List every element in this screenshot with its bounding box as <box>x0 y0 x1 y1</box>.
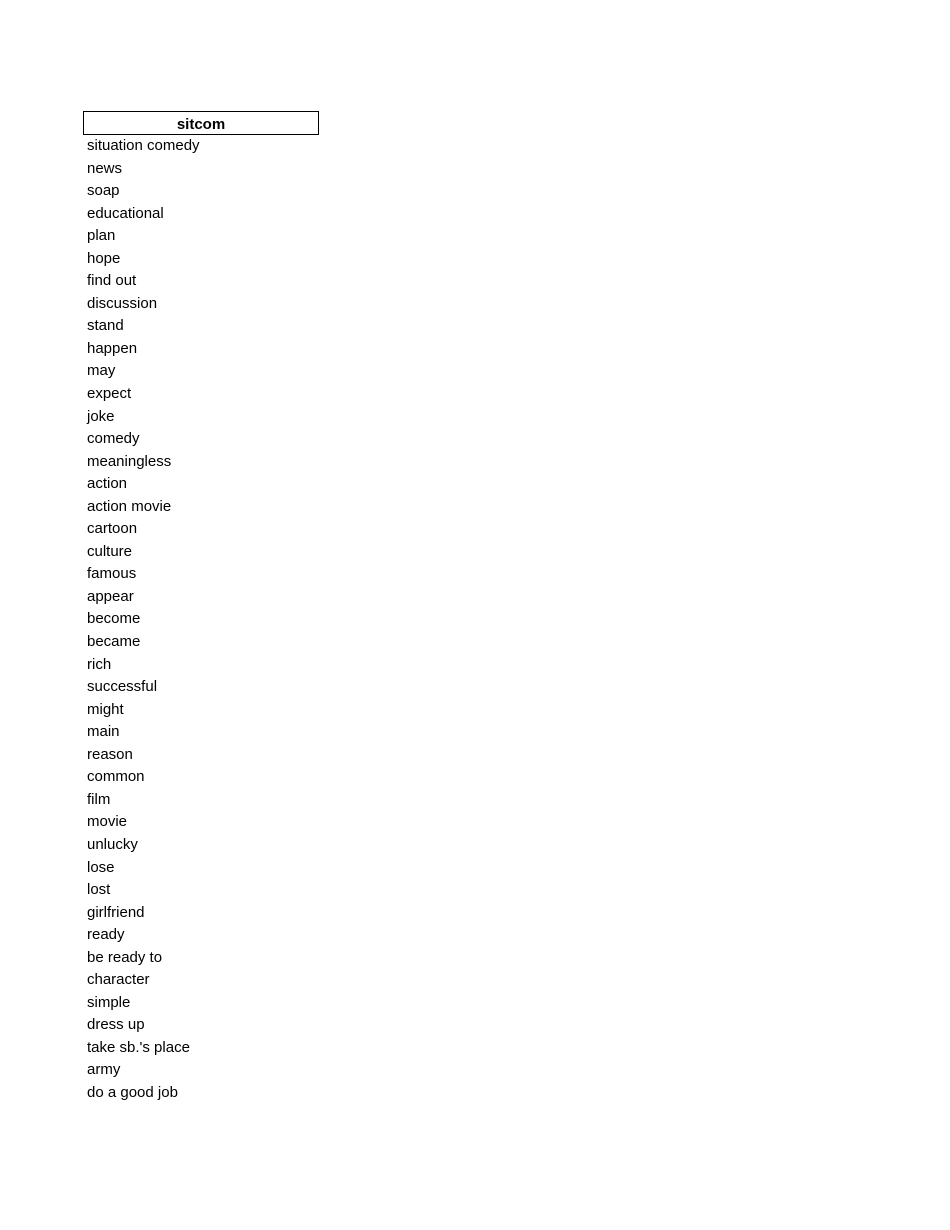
list-item: simple <box>87 993 131 1011</box>
list-item: take sb.'s place <box>87 1038 190 1056</box>
list-item: educational <box>87 204 164 222</box>
list-item: situation comedy <box>87 137 200 154</box>
list-item: army <box>87 1061 121 1079</box>
list-item: become <box>87 610 141 628</box>
list-item: lose <box>87 858 115 876</box>
list-item: expect <box>87 385 132 403</box>
list-item: girlfriend <box>87 903 145 921</box>
list-item: ready <box>87 926 125 944</box>
list-item: may <box>87 362 116 380</box>
list-item: be ready to <box>87 948 163 966</box>
list-item: film <box>87 790 111 808</box>
list-item: dress up <box>87 1016 145 1034</box>
list-item: do a good job <box>87 1083 178 1101</box>
list-item: unlucky <box>87 835 138 853</box>
list-item: joke <box>87 407 115 425</box>
list-item: hope <box>87 249 121 267</box>
word-list <box>83 135 319 1105</box>
list-item: might <box>87 700 124 718</box>
list-item: soap <box>87 182 120 200</box>
list-item: main <box>87 723 120 741</box>
list-item: plan <box>87 227 116 245</box>
list-item: stand <box>87 317 124 335</box>
list-item: cartoon <box>87 520 138 538</box>
list-item: famous <box>87 565 137 583</box>
list-item: character <box>87 971 150 989</box>
list-item: news <box>87 159 123 177</box>
list-item: culture <box>87 542 133 560</box>
list-item: rich <box>87 655 112 673</box>
list-item: action movie <box>87 497 172 515</box>
list-item: movie <box>87 813 128 831</box>
list-item: appear <box>87 587 134 605</box>
list-item: common <box>87 768 145 786</box>
list-item: comedy <box>87 430 140 448</box>
list-item: discussion <box>87 294 158 312</box>
list-item: meaningless <box>87 452 172 470</box>
list-item: action <box>87 475 128 493</box>
word-sheet <box>83 111 319 1105</box>
list-item: happen <box>87 339 138 357</box>
list-item: lost <box>87 881 111 899</box>
list-item: find out <box>87 272 137 290</box>
column-header: sitcom <box>83 111 319 135</box>
list-item: successful <box>87 678 158 696</box>
list-item: became <box>87 633 141 651</box>
list-item: reason <box>87 745 133 763</box>
